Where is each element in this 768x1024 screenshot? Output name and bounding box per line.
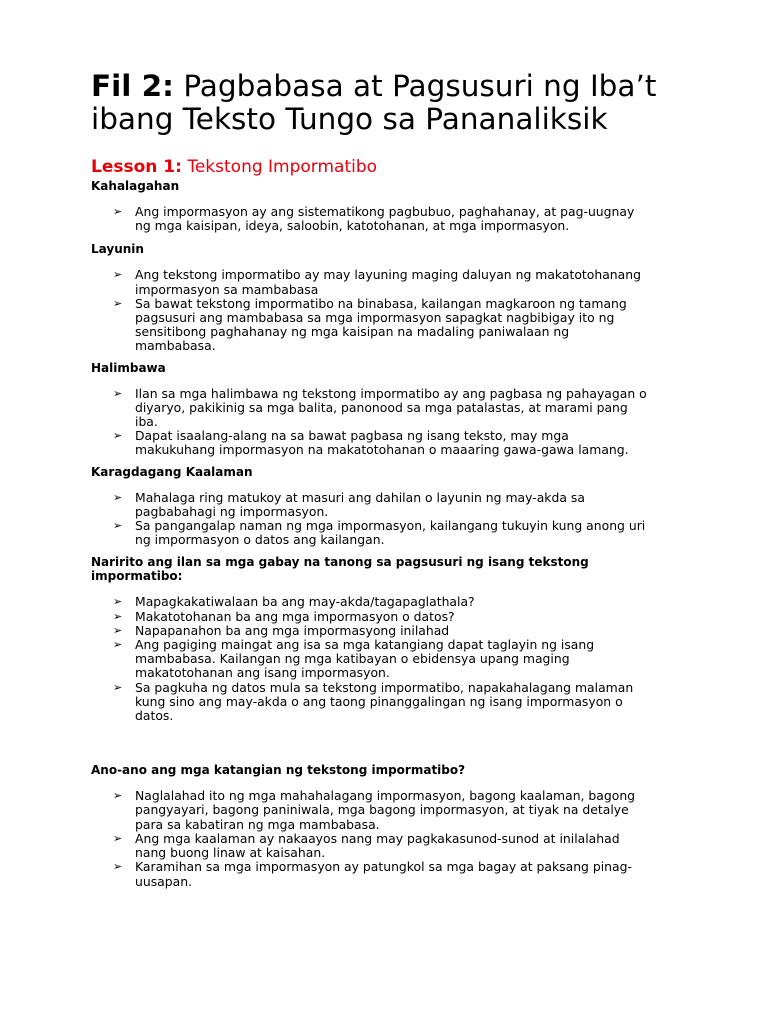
list-item: ➢ Ang tekstong impormatibo ay may layuning maging daluyan ng makatotohanang impormasyon sa mambabasa	[113, 267, 641, 297]
list-item: ➢ Naglalahad ito ng mga mahahalagang impormasyon, bagong kaalaman, bagong pangyayari, bagong paniniwala, mga bagong impormasyon, at tiyak na detalye para sa kabatiran ng mga mambabasa.	[113, 788, 636, 832]
section-heading-karagdagang-kaalaman: Karagdagang Kaalaman	[91, 464, 253, 479]
arrow-bullet-icon: ➢	[113, 831, 123, 845]
arrow-bullet-icon: ➢	[113, 296, 123, 310]
list-item: ➢ Sa pangangalap naman ng mga impormasyon, kailangang tukuyin kung anong uri ng impormasyon o datos ang kailangan.	[113, 518, 646, 548]
arrow-bullet-icon: ➢	[113, 490, 123, 504]
arrow-bullet-icon: ➢	[113, 680, 123, 694]
arrow-bullet-icon: ➢	[113, 205, 123, 218]
list-item: ➢ Ang mga kaalaman ay nakaayos nang may pagkakasunod-sunod at inilalahad nang buong linaw at kaisahan.	[113, 830, 620, 861]
list-item: ➢ Napapanahon ba ang mga impormasyong inilahad	[113, 622, 450, 638]
arrow-bullet-icon: ➢	[113, 595, 123, 609]
title-prefix: Fil 2:	[91, 69, 174, 103]
list-item: ➢ Ilan sa mga halimbawa ng tekstong impormatibo ay ang pagbasa ng pahayagan o diyaryo, pakikinig sa mga balita, panonood sa mga patalastas, at marami pang iba.	[113, 385, 647, 430]
arrow-bullet-icon: ➢	[113, 386, 123, 400]
arrow-bullet-icon: ➢	[113, 789, 123, 803]
document-page	[91, 70, 691, 889]
list-item: ➢ Makatotohanan ba ang mga impormasyon o datos?	[113, 608, 455, 624]
list-item: ➢ Dapat isaalang-alang na sa bawat pagbasa ng isang teksto, may mga makukuhang impormasyon na makatotohanan o maaaring gawa-gawa lamang.	[113, 428, 629, 458]
section-list-halimbawa	[91, 387, 691, 458]
arrow-bullet-icon: ➢	[113, 429, 123, 443]
title-text: Pagbabasa at Pagsusuri ng Iba’t ibang Teksto Tungo sa Pananaliksik	[91, 69, 657, 136]
section-list-karagdagang-kaalaman	[91, 491, 691, 548]
lesson-prefix: Lesson 1:	[91, 157, 182, 177]
section-heading-gabay-na-tanong: Naririto ang ilan sa mga gabay na tanong sa pagsusuri ng isang tekstong impormatibo:	[91, 555, 589, 584]
section-list-katangian	[91, 789, 691, 888]
section-list-layunin	[91, 268, 691, 353]
section-spacer	[91, 723, 691, 763]
section-heading-halimbawa: Halimbawa	[91, 360, 166, 375]
section-list-kahalagahan	[91, 205, 691, 233]
list-item: ➢ Karamihan sa mga impormasyon ay patungkol sa mga bagay at paksang pinag-uusapan.	[113, 859, 632, 889]
section-list-gabay-na-tanong	[91, 595, 691, 723]
arrow-bullet-icon: ➢	[113, 609, 123, 623]
arrow-bullet-icon: ➢	[113, 268, 123, 282]
list-item: ➢ Mahalaga ring matukoy at masuri ang dahilan o layunin ng may-akda sa pagbabahagi ng impormasyon.	[113, 489, 585, 519]
list-item: ➢ Sa pagkuha ng datos mula sa tekstong impormatibo, napakahalagang malaman kung sino ang may-akda o ang taong pinanggalingan ng isang impormasyon o datos.	[113, 679, 634, 724]
section-heading-layunin: Layunin	[91, 242, 144, 257]
list-item: ➢ Mapagkakatiwalaan ba ang may-akda/tagapaglathala?	[113, 594, 475, 610]
lesson-title: Tekstong Impormatibo	[181, 157, 378, 177]
arrow-bullet-icon: ➢	[113, 623, 123, 637]
section-heading-katangian: Ano-ano ang mga katangian ng tekstong impormatibo?	[91, 763, 466, 778]
section-heading-kahalagahan: Kahalagahan	[91, 179, 180, 193]
lesson-heading	[91, 157, 691, 177]
arrow-bullet-icon: ➢	[113, 638, 123, 652]
arrow-bullet-icon: ➢	[113, 860, 123, 874]
list-item: ➢ Sa bawat tekstong impormatibo na binabasa, kailangan magkaroon ng tamang pagsusuri ang mambabasa sa mga impormasyon sapagkat nagbibigay ito ng sensitibong paghahanay ng mga kaisipan na madaling paniwalaan ng mambabasa.	[113, 295, 627, 354]
list-item: ➢ Ang impormasyon ay ang sistematikong pagbubuo, paghahanay, at pag-uugnay ng mga kaisipan, ideya, saloobin, katotohanan, at mga impormasyon.	[113, 204, 635, 234]
document-title	[91, 70, 691, 136]
list-item: ➢ Ang pagiging maingat ang isa sa mga katangiang dapat taglayin ng isang mambabasa. Kailangan ng mga katibayan o ebidensya upang maging makatotohanan ang isang impormasyon.	[113, 637, 595, 681]
arrow-bullet-icon: ➢	[113, 519, 123, 533]
